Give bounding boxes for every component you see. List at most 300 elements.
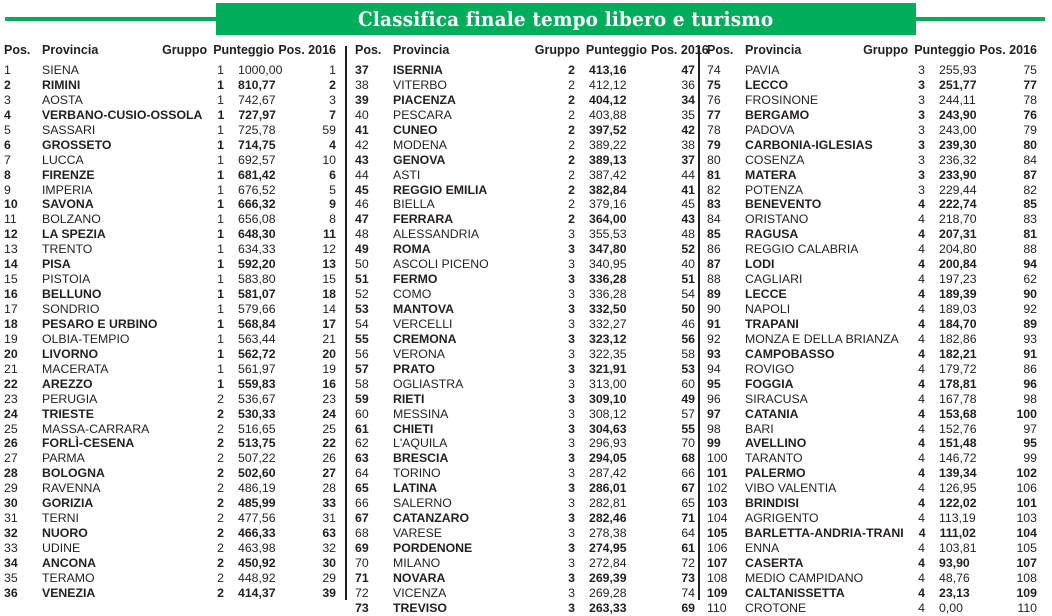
cell-gruppo: 4 (918, 436, 925, 451)
cell-pos: 52 (355, 287, 369, 302)
title-banner (216, 3, 916, 35)
cell-pos-2016: 44 (681, 167, 695, 182)
table-row (4, 451, 336, 466)
cell-pos-2016: 43 (681, 212, 695, 227)
table-row (355, 212, 695, 227)
cell-punteggio: 178,81 (939, 376, 977, 391)
cell-gruppo: 3 (568, 272, 575, 287)
table-row (4, 526, 336, 541)
table-row (707, 451, 1037, 466)
cell-pos: 80 (707, 152, 721, 167)
ranking-column-3 (707, 41, 1037, 615)
header-gruppo: Gruppo (534, 43, 580, 57)
cell-pos-2016: 20 (322, 346, 336, 361)
cell-pos-2016: 90 (1023, 287, 1037, 302)
cell-pos: 6 (4, 137, 11, 152)
cell-gruppo: 4 (918, 316, 925, 331)
cell-pos-2016: 36 (681, 77, 695, 92)
cell-pos-2016: 55 (681, 421, 695, 436)
cell-punteggio: 727,97 (238, 107, 276, 122)
header-pos: Pos. (355, 43, 382, 57)
cell-pos-2016: 65 (681, 496, 695, 511)
cell-pos: 89 (707, 287, 721, 302)
cell-provincia: MASSA-CARRARA (42, 421, 150, 436)
cell-provincia: PADOVA (745, 122, 795, 137)
table-row (355, 272, 695, 287)
cell-gruppo: 4 (918, 496, 925, 511)
cell-punteggio: 126,95 (939, 481, 977, 496)
table-row (355, 227, 695, 242)
cell-pos: 21 (4, 361, 18, 376)
cell-provincia: IMPERIA (42, 182, 93, 197)
cell-punteggio: 282,81 (589, 496, 627, 511)
cell-gruppo: 4 (918, 585, 925, 600)
cell-provincia: FIRENZE (42, 167, 95, 182)
cell-pos: 38 (355, 77, 369, 92)
cell-pos-2016: 16 (322, 376, 336, 391)
cell-gruppo: 3 (568, 287, 575, 302)
cell-pos: 27 (4, 451, 18, 466)
cell-punteggio: 182,21 (939, 346, 977, 361)
cell-pos-2016: 30 (322, 555, 336, 570)
table-row (707, 586, 1037, 601)
cell-pos-2016: 59 (322, 122, 336, 137)
cell-provincia: MEDIO CAMPIDANO (745, 570, 864, 585)
cell-provincia: PAVIA (745, 63, 780, 77)
cell-pos-2016: 52 (681, 242, 695, 257)
cell-punteggio: 243,00 (939, 122, 977, 137)
cell-gruppo: 3 (568, 526, 575, 541)
cell-pos-2016: 5 (329, 182, 336, 197)
cell-pos: 36 (4, 585, 18, 600)
cell-pos-2016: 14 (322, 302, 336, 316)
cell-gruppo: 4 (918, 257, 925, 272)
cell-punteggio: 448,92 (238, 570, 276, 585)
cell-punteggio: 269,39 (589, 570, 627, 585)
cell-pos: 95 (707, 376, 721, 391)
cell-gruppo: 1 (217, 212, 224, 227)
cell-pos: 50 (355, 257, 369, 272)
cell-gruppo: 3 (568, 451, 575, 466)
cell-pos-2016: 39 (322, 585, 336, 600)
cell-gruppo: 4 (918, 227, 925, 242)
cell-punteggio: 111,02 (939, 526, 976, 541)
cell-pos-2016: 34 (681, 92, 695, 107)
cell-punteggio: 200,84 (939, 257, 977, 272)
cell-provincia: VERONA (393, 346, 445, 361)
cell-provincia: LECCE (745, 287, 787, 302)
ranking-column-1 (4, 41, 336, 601)
cell-punteggio: 296,93 (589, 436, 627, 451)
cell-provincia: CUNEO (393, 122, 438, 137)
table-row (707, 168, 1037, 183)
cell-gruppo: 2 (568, 107, 575, 122)
page-title: Classifica finale tempo libero e turismo (358, 7, 774, 31)
table-row (4, 496, 336, 511)
cell-gruppo: 2 (568, 122, 575, 137)
cell-pos: 45 (355, 182, 369, 197)
cell-provincia: LA SPEZIA (42, 227, 106, 242)
table-row (4, 123, 336, 138)
table-row (355, 138, 695, 153)
cell-pos-2016: 89 (1023, 316, 1037, 331)
cell-pos: 85 (707, 227, 721, 242)
table-row (4, 377, 336, 392)
cell-pos: 32 (4, 526, 18, 541)
table-row (355, 257, 695, 272)
cell-provincia: FROSINONE (745, 92, 819, 107)
cell-pos-2016: 33 (322, 496, 336, 511)
cell-provincia: PORDENONE (393, 541, 473, 555)
cell-provincia: LATINA (393, 481, 438, 496)
cell-gruppo: 3 (568, 346, 575, 361)
cell-punteggio: 485,99 (238, 496, 276, 511)
cell-pos: 74 (707, 63, 721, 77)
cell-provincia: ANCONA (42, 555, 96, 570)
cell-pos-2016: 93 (1023, 331, 1037, 346)
cell-provincia: PISTOIA (42, 272, 91, 287)
cell-pos-2016: 67 (681, 481, 695, 496)
cell-provincia: AGRIGENTO (745, 511, 819, 526)
cell-pos: 71 (355, 570, 369, 585)
table-row (355, 362, 695, 377)
cell-pos-2016: 77 (1023, 77, 1037, 92)
cell-gruppo: 2 (568, 63, 575, 77)
cell-pos-2016: 74 (681, 585, 695, 600)
cell-provincia: BARLETTA-ANDRIA-TRANI (744, 526, 904, 541)
cell-punteggio: 382,84 (589, 182, 627, 197)
cell-punteggio: 714,75 (238, 137, 276, 152)
cell-pos: 4 (4, 107, 11, 122)
cell-pos-2016: 50 (681, 302, 695, 316)
cell-gruppo: 4 (918, 242, 925, 257)
table-row (355, 586, 695, 601)
cell-punteggio: 23,13 (939, 585, 970, 600)
cell-gruppo: 3 (568, 481, 575, 496)
cell-punteggio: 236,32 (939, 152, 977, 167)
cell-punteggio: 477,56 (238, 511, 276, 526)
cell-pos: 39 (355, 92, 369, 107)
cell-punteggio: 274,95 (589, 541, 627, 555)
table-row (355, 526, 695, 541)
cell-pos-2016: 38 (681, 137, 695, 152)
cell-punteggio: 347,80 (589, 242, 627, 257)
cell-punteggio: 189,39 (939, 287, 977, 302)
cell-gruppo: 3 (568, 227, 575, 242)
cell-punteggio: 634,33 (238, 242, 276, 257)
table-row (707, 362, 1037, 377)
table-row (4, 556, 336, 571)
cell-pos-2016: 54 (681, 287, 695, 302)
cell-gruppo: 3 (568, 496, 575, 511)
cell-punteggio: 404,12 (589, 92, 627, 107)
table-row (707, 197, 1037, 212)
cell-provincia: MODENA (393, 137, 447, 152)
cell-pos-2016: 9 (329, 197, 336, 212)
cell-pos: 92 (707, 331, 721, 346)
cell-pos: 93 (707, 346, 721, 361)
cell-pos-2016: 78 (1023, 92, 1037, 107)
table-row (4, 332, 336, 347)
cell-punteggio: 656,08 (238, 212, 276, 227)
cell-punteggio: 239,30 (939, 137, 977, 152)
header-punteggio: Punteggio (213, 43, 275, 57)
cell-pos: 59 (355, 391, 369, 406)
cell-pos-2016: 81 (1023, 227, 1037, 242)
cell-gruppo: 2 (217, 526, 224, 541)
table-row (4, 422, 336, 437)
cell-punteggio: 244,11 (939, 92, 976, 107)
cell-pos: 107 (707, 555, 728, 570)
cell-pos: 91 (707, 316, 721, 331)
cell-pos-2016: 48 (681, 227, 695, 242)
cell-provincia: LIVORNO (42, 346, 99, 361)
cell-gruppo: 1 (217, 227, 224, 242)
cell-pos-2016: 24 (322, 406, 336, 421)
cell-pos: 46 (355, 197, 369, 212)
cell-provincia: COSENZA (745, 152, 805, 167)
table-row (707, 183, 1037, 198)
cell-provincia: CREMONA (393, 331, 457, 346)
table-row (4, 242, 336, 257)
cell-provincia: CATANZARO (393, 511, 470, 526)
header-provincia: Provincia (745, 43, 802, 57)
cell-gruppo: 3 (568, 257, 575, 272)
cell-punteggio: 581,07 (238, 287, 276, 302)
cell-punteggio: 676,52 (238, 182, 276, 197)
column-divider (345, 46, 347, 600)
cell-pos: 61 (355, 421, 369, 436)
cell-pos: 9 (4, 182, 11, 197)
cell-provincia: TRENTO (42, 242, 93, 257)
cell-pos: 104 (707, 511, 728, 526)
cell-punteggio: 218,70 (939, 212, 977, 227)
cell-pos-2016: 22 (322, 436, 336, 451)
cell-gruppo: 4 (918, 406, 925, 421)
table-row (707, 571, 1037, 586)
cell-provincia: BOLOGNA (42, 466, 105, 481)
cell-pos: 19 (4, 331, 18, 346)
cell-punteggio: 179,72 (939, 361, 977, 376)
cell-pos-2016: 18 (322, 287, 336, 302)
cell-gruppo: 4 (918, 451, 925, 466)
cell-provincia: GENOVA (393, 152, 446, 167)
cell-pos-2016: 83 (1023, 212, 1037, 227)
cell-provincia: SONDRIO (42, 302, 100, 316)
cell-pos: 18 (4, 316, 18, 331)
cell-provincia: MESSINA (393, 406, 449, 421)
cell-pos-2016: 4 (329, 137, 336, 152)
cell-provincia: TERAMO (42, 570, 95, 585)
cell-pos-2016: 12 (322, 242, 336, 257)
cell-provincia: BENEVENTO (745, 197, 822, 212)
cell-pos-2016: 28 (322, 481, 336, 496)
cell-pos-2016: 109 (1016, 585, 1037, 600)
table-row (707, 242, 1037, 257)
table-row (707, 138, 1037, 153)
cell-pos: 79 (707, 137, 721, 152)
header-pos-2016: Pos. 2016 (278, 43, 336, 57)
cell-provincia: BERGAMO (745, 107, 810, 122)
table-row (707, 422, 1037, 437)
cell-provincia: MONZA E DELLA BRIANZA (745, 331, 899, 346)
cell-punteggio: 323,12 (589, 331, 627, 346)
cell-punteggio: 389,13 (589, 152, 627, 167)
table-row (4, 511, 336, 526)
cell-punteggio: 648,30 (238, 227, 276, 242)
cell-pos: 3 (4, 92, 11, 107)
cell-pos: 37 (355, 63, 369, 77)
cell-pos: 24 (4, 406, 18, 421)
cell-pos-2016: 95 (1023, 436, 1037, 451)
table-row (355, 332, 695, 347)
table-row (707, 93, 1037, 108)
cell-punteggio: 167,78 (939, 391, 977, 406)
cell-provincia: TERNI (42, 511, 79, 526)
table-row (707, 287, 1037, 302)
cell-gruppo: 3 (918, 107, 925, 122)
cell-punteggio: 507,22 (238, 451, 276, 466)
cell-pos-2016: 46 (681, 316, 695, 331)
cell-pos: 99 (707, 436, 721, 451)
cell-punteggio: 355,53 (589, 227, 627, 242)
table-row (707, 377, 1037, 392)
cell-provincia: CROTONE (745, 600, 807, 615)
table-row (4, 347, 336, 362)
cell-punteggio: 502,60 (238, 466, 276, 481)
cell-gruppo: 4 (918, 302, 925, 316)
cell-pos: 103 (707, 496, 728, 511)
cell-gruppo: 3 (568, 391, 575, 406)
cell-pos-2016: 40 (681, 257, 695, 272)
cell-gruppo: 3 (918, 137, 925, 152)
cell-gruppo: 1 (217, 331, 224, 346)
cell-pos: 41 (355, 122, 369, 137)
cell-pos: 58 (355, 376, 369, 391)
cell-provincia: PESARO E URBINO (42, 316, 158, 331)
table-row (4, 317, 336, 332)
cell-provincia: ASCOLI PICENO (393, 257, 489, 272)
cell-provincia: TREVISO (393, 600, 447, 615)
cell-gruppo: 1 (217, 152, 224, 167)
table-row (355, 496, 695, 511)
cell-pos-2016: 10 (322, 152, 336, 167)
cell-punteggio: 692,57 (238, 152, 276, 167)
cell-pos: 62 (355, 436, 369, 451)
cell-provincia: PALERMO (745, 466, 806, 481)
cell-provincia: UDINE (42, 541, 81, 555)
cell-pos-2016: 63 (322, 526, 336, 541)
cell-punteggio: 466,33 (238, 526, 276, 541)
cell-gruppo: 2 (568, 197, 575, 212)
cell-punteggio: 207,31 (939, 227, 977, 242)
cell-gruppo: 2 (568, 182, 575, 197)
cell-provincia: OGLIASTRA (393, 376, 464, 391)
cell-gruppo: 2 (217, 406, 224, 421)
cell-pos: 69 (355, 541, 369, 555)
cell-pos-2016: 84 (1023, 152, 1037, 167)
cell-provincia: SIRACUSA (745, 391, 808, 406)
cell-pos-2016: 80 (1023, 137, 1037, 152)
cell-provincia: MILANO (393, 555, 441, 570)
cell-punteggio: 151,48 (939, 436, 977, 451)
cell-pos-2016: 53 (681, 361, 695, 376)
cell-pos: 42 (355, 137, 369, 152)
table-row (707, 541, 1037, 556)
cell-provincia: TORINO (393, 466, 441, 481)
cell-punteggio: 278,38 (589, 526, 627, 541)
cell-punteggio: 269,28 (589, 585, 627, 600)
cell-pos-2016: 42 (681, 122, 695, 137)
cell-provincia: REGGIO EMILIA (393, 182, 488, 197)
table-row (355, 451, 695, 466)
cell-punteggio: 666,32 (238, 197, 276, 212)
cell-gruppo: 3 (918, 92, 925, 107)
cell-pos-2016: 97 (1023, 421, 1037, 436)
cell-pos: 67 (355, 511, 369, 526)
cell-gruppo: 4 (918, 287, 925, 302)
table-row (4, 407, 336, 422)
cell-pos-2016: 47 (681, 63, 695, 77)
cell-punteggio: 397,52 (589, 122, 627, 137)
cell-pos: 55 (355, 331, 369, 346)
cell-punteggio: 321,91 (589, 361, 627, 376)
table-header (355, 41, 709, 59)
table-row (707, 63, 1037, 78)
cell-pos: 108 (707, 570, 728, 585)
table-row (4, 586, 336, 601)
cell-gruppo: 3 (568, 316, 575, 331)
table-row (707, 123, 1037, 138)
cell-gruppo: 2 (568, 152, 575, 167)
cell-punteggio: 579,66 (238, 302, 276, 316)
cell-gruppo: 3 (568, 511, 575, 526)
cell-pos-2016: 6 (329, 167, 336, 182)
cell-provincia: PIACENZA (393, 92, 456, 107)
cell-gruppo: 3 (568, 436, 575, 451)
cell-provincia: ROVIGO (745, 361, 795, 376)
cell-punteggio: 189,03 (939, 302, 977, 316)
cell-provincia: MANTOVA (393, 302, 455, 316)
table-row (707, 317, 1037, 332)
cell-punteggio: 340,95 (589, 257, 627, 272)
cell-pos: 72 (355, 585, 369, 600)
cell-gruppo: 1 (217, 361, 224, 376)
cell-pos: 8 (4, 167, 11, 182)
cell-punteggio: 530,33 (238, 406, 276, 421)
cell-pos: 70 (355, 555, 369, 570)
cell-punteggio: 287,42 (589, 466, 627, 481)
cell-pos-2016: 3 (329, 92, 336, 107)
cell-punteggio: 251,77 (939, 77, 977, 92)
cell-provincia: COMO (393, 287, 432, 302)
cell-gruppo: 1 (217, 346, 224, 361)
cell-punteggio: 304,63 (589, 421, 627, 436)
table-row (4, 153, 336, 168)
header-provincia: Provincia (393, 43, 450, 57)
table-row (707, 212, 1037, 227)
table-row (707, 392, 1037, 407)
cell-gruppo: 2 (568, 137, 575, 152)
cell-pos-2016: 79 (1023, 122, 1037, 137)
cell-pos: 77 (707, 107, 721, 122)
cell-pos-2016: 66 (681, 466, 695, 481)
cell-pos: 29 (4, 481, 18, 496)
cell-provincia: NOVARA (393, 570, 446, 585)
cell-pos: 40 (355, 107, 369, 122)
cell-punteggio: 561,97 (238, 361, 276, 376)
cell-pos-2016: 58 (681, 346, 695, 361)
